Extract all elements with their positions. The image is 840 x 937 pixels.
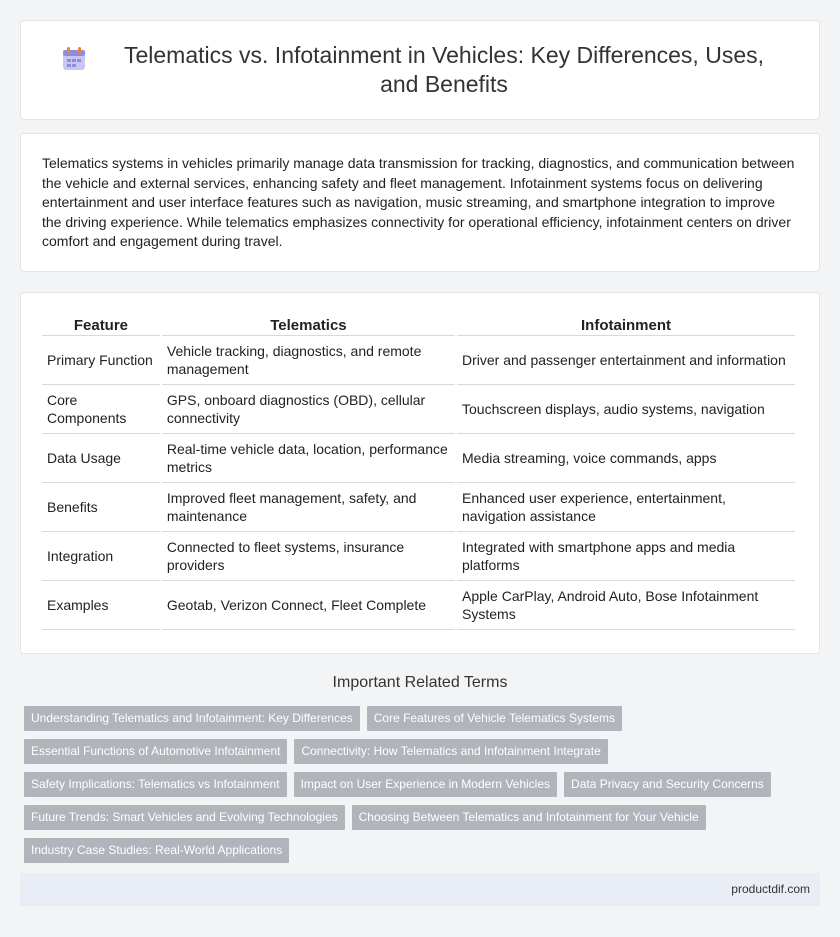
table-cell: Improved fleet management, safety, and maintenance (162, 483, 455, 532)
table-cell: Enhanced user experience, entertainment, navigation assistance (457, 483, 795, 532)
table-cell: Driver and passenger entertainment and information (457, 336, 795, 385)
table-row (42, 336, 795, 385)
table-cell: Data Usage (42, 434, 160, 483)
related-tag[interactable]: Impact on User Experience in Modern Vehicles (294, 772, 557, 797)
table-cell: Integration (42, 532, 160, 581)
table-row (42, 483, 795, 532)
header-feature: Feature (42, 317, 160, 336)
related-tag[interactable]: Understanding Telematics and Infotainment: Key Differences (24, 706, 360, 731)
related-tag[interactable]: Connectivity: How Telematics and Infotainment Integrate (294, 739, 607, 764)
table-row (42, 532, 795, 581)
table-cell: Examples (42, 581, 160, 630)
table-row (42, 434, 795, 483)
table-cell: Real-time vehicle data, location, performance metrics (162, 434, 455, 483)
table-cell: Apple CarPlay, Android Auto, Bose Infotainment Systems (457, 581, 795, 630)
header-infotainment: Infotainment (457, 317, 795, 336)
table-cell: Vehicle tracking, diagnostics, and remote management (162, 336, 455, 385)
table-cell: Connected to fleet systems, insurance providers (162, 532, 455, 581)
calendar-icon (61, 46, 87, 72)
related-terms-section (0, 674, 840, 705)
table-cell: Benefits (42, 483, 160, 532)
related-terms-heading: Important Related Terms (332, 674, 508, 691)
table-cell: Integrated with smartphone apps and media platforms (457, 532, 795, 581)
table-header-row (42, 317, 795, 336)
footer-site-name: productdif.com (731, 882, 810, 896)
table-row (42, 385, 795, 434)
related-tag[interactable]: Data Privacy and Security Concerns (564, 772, 771, 797)
related-tag[interactable]: Safety Implications: Telematics vs Infotainment (24, 772, 287, 797)
related-tag[interactable]: Industry Case Studies: Real-World Applications (24, 838, 289, 863)
intro-text: Telematics systems in vehicles primarily manage data transmission for tracking, diagnostics, and communication between the vehicle and external services, enhancing safety and fleet management. Infotainment systems focus on delivering entertainment and user interface features such as navigation, music streaming, and smartphone integration to improve the driving experience. While telematics emphasizes connectivity for operational efficiency, infotainment centers on driver comfort and engagement during travel. (42, 155, 795, 249)
table-cell: Media streaming, voice commands, apps (457, 434, 795, 483)
page-title: Telematics vs. Infotainment in Vehicles: Key Differences, Uses, and Benefits (123, 42, 765, 97)
comparison-table-card (20, 292, 820, 654)
title-row (61, 41, 779, 99)
intro-card (20, 133, 820, 272)
table-cell: GPS, onboard diagnostics (OBD), cellular connectivity (162, 385, 455, 434)
table-cell: Core Components (42, 385, 160, 434)
table-cell: Touchscreen displays, audio systems, navigation (457, 385, 795, 434)
related-tag[interactable]: Essential Functions of Automotive Infotainment (24, 739, 287, 764)
comparison-table (40, 317, 797, 630)
table-row (42, 581, 795, 630)
related-tag[interactable]: Future Trends: Smart Vehicles and Evolving Technologies (24, 805, 345, 830)
header-telematics: Telematics (162, 317, 455, 336)
footer (20, 873, 820, 906)
related-tag[interactable]: Choosing Between Telematics and Infotainment for Your Vehicle (352, 805, 706, 830)
related-tag[interactable]: Core Features of Vehicle Telematics Systems (367, 706, 622, 731)
table-cell: Geotab, Verizon Connect, Fleet Complete (162, 581, 455, 630)
table-cell: Primary Function (42, 336, 160, 385)
header-card (20, 20, 820, 120)
related-terms-tags (24, 705, 804, 870)
